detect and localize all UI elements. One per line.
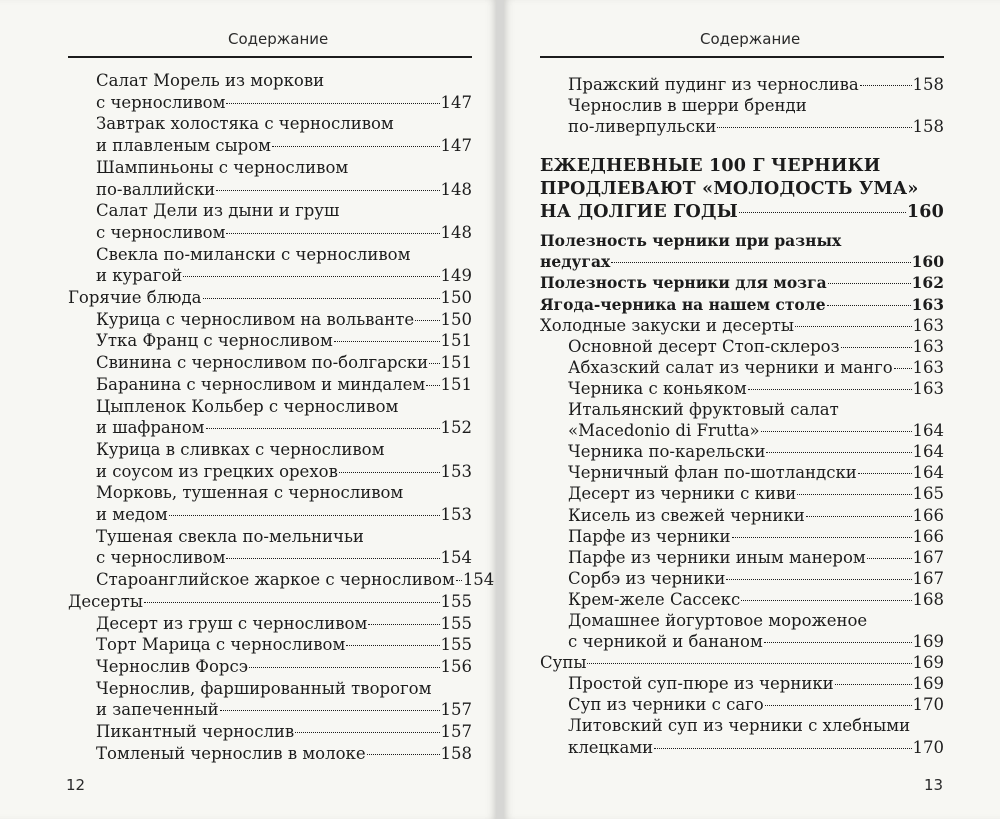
toc-entry-title: и плавленым сыром [96,136,272,156]
dot-leader [611,262,910,263]
toc-page-number: 151 [440,331,472,351]
toc-entry-row [96,569,495,591]
toc-entry [540,610,944,652]
toc-entry-title: Супы [540,653,587,673]
toc-entry [68,287,472,309]
dot-leader [426,385,439,386]
toc-page-number: 163 [912,357,944,377]
toc-entry [68,678,472,721]
toc-entry-title: с черносливом [96,222,226,242]
toc-entry-title: Курица с черносливом на вольванте [96,309,415,329]
toc-entry-title: «Macedonio di Frutta» [568,421,760,441]
toc-entry-row [96,743,472,765]
toc-entry [68,330,472,352]
toc-entry-title: с черносливом [96,92,226,112]
toc-entry-title-line: Цыпленок Кольбер с черносливом [96,396,399,416]
toc-entry-row [96,547,472,569]
toc-entry [540,272,944,293]
toc-entry-title: недугах [540,252,611,272]
toc-entry [540,441,944,462]
toc-entry-title: Утка Франц с черносливом [96,331,333,351]
toc-entry-row [540,251,944,272]
toc-page-number: 151 [440,374,472,394]
toc-entry-row [96,699,472,721]
dot-leader [858,473,912,474]
running-head-left: Содержание [228,30,329,48]
toc-entry [68,374,472,396]
toc-entry [68,656,472,678]
toc-entry [540,230,944,272]
toc-entry [68,439,472,482]
dot-leader [415,320,439,321]
page-number-left: 12 [66,776,86,794]
toc-entry-title: Черничный флан по-шотландски [568,463,857,483]
toc-entry-title: Сорбэ из черники [568,568,726,588]
toc-entry-title: Пикантный чернослив [96,722,295,742]
toc-entry-title: и запеченный [96,700,219,720]
toc-page-number: 160 [911,252,944,272]
toc-entry-row [568,462,944,483]
toc-page-number: 170 [912,695,944,715]
toc-entry-title: Холодные закуски и десерты [540,315,795,335]
toc-entry [68,396,472,439]
toc-entry [540,315,944,336]
toc-entry [68,634,472,656]
dot-leader [894,368,912,369]
toc-entry-row [568,74,944,95]
dot-leader [717,127,911,128]
toc-entry-title: Баранина с черносливом и миндалем [96,374,426,394]
dot-leader [841,347,912,348]
toc-page-number: 170 [912,737,944,757]
toc-entry [68,309,472,331]
toc-entry-row [68,591,472,613]
toc-entry-title-line: Тушеная свекла по-мельничьи [96,526,364,546]
dot-leader [339,472,440,473]
dot-leader [456,580,462,581]
toc-entry-row [96,634,472,656]
toc-page-number: 166 [912,505,944,525]
dot-leader [827,305,911,306]
header-rule-right [540,56,944,58]
toc-entry-title-line: Морковь, тушенная с черносливом [96,483,404,503]
toc-page-number: 154 [462,570,495,590]
toc-page-number: 153 [440,505,472,525]
toc-page-number: 164 [912,421,944,441]
toc-entry-title: Черника с коньяком [568,378,747,398]
toc-entry [540,74,944,95]
toc-entry-title: Ягода-черника на нашем столе [540,294,826,314]
toc-page-number: 164 [912,463,944,483]
toc-entry-title: Чернослив Форсэ [96,656,248,676]
toc-entry-title-line: Завтрак холостяка с черносливом [96,114,394,134]
toc-entry-row [96,179,472,201]
dot-leader [203,298,440,299]
page-number-right: 13 [924,776,944,794]
toc-entry-row [540,294,944,315]
toc-page-number: 151 [440,353,472,373]
toc-entry-title: Парфе из черники иным манером [568,547,866,567]
dot-leader [144,602,439,603]
toc-entry-title-line: Шампиньоны с черносливом [96,157,349,177]
toc-page-number: 147 [440,92,472,112]
toc-entry [540,652,944,673]
dot-leader [587,663,911,664]
toc-page-number: 164 [912,442,944,462]
toc-page-number: 162 [911,273,944,293]
toc-page-number: 165 [912,484,944,504]
toc-page-number: 158 [912,75,944,94]
toc-entry-title: и шафраном [96,418,205,438]
toc-page-number: 154 [440,548,472,568]
toc-entry-row [568,673,944,694]
toc-entry-title-line: Полезность черники при разных [540,231,842,251]
toc-entry [68,157,472,200]
toc-entry-row [568,631,944,652]
toc-entry-row [96,374,472,396]
toc-entry-title: и соусом из грецких орехов [96,461,338,481]
toc-entry-title: Десерт из черники с киви [568,484,797,504]
dot-leader [295,732,439,733]
toc-entry [68,613,472,635]
toc-entry-row [96,135,472,157]
dot-leader [766,452,911,453]
toc-entry-title: Пражский пудинг из чернослива [568,75,859,94]
dot-leader [226,103,439,104]
toc-entry-title: и медом [96,505,168,525]
toc-entry-title: с черникой и бананом [568,632,763,652]
toc-page-number: 150 [440,288,472,308]
toc-entry-row [540,201,944,224]
toc-entry-title-line: Салат Морель из моркови [96,71,325,90]
toc-list-right [540,74,944,758]
toc-entry-title: Свинина с черносливом по-болгарски [96,353,429,373]
toc-page-number: 155 [440,613,472,633]
toc-entry [540,378,944,399]
toc-page-number: 157 [440,722,472,742]
toc-entry-title: Суп из черники с саго [568,695,764,715]
toc-page-number: 168 [912,589,944,609]
toc-page-number: 148 [440,179,472,199]
toc-entry [540,336,944,357]
toc-entry [540,155,944,224]
toc-entry [540,505,944,526]
toc-page-number: 169 [912,653,944,673]
dot-leader [272,146,439,147]
toc-entry [540,294,944,315]
toc-entry-title: по-ливерпульски [568,117,717,137]
toc-entry-row [96,352,472,374]
toc-entry-title-line: Курица в сливках с черносливом [96,439,385,459]
toc-entry-row [96,461,472,483]
toc-entry-title: Парфе из черники [568,526,731,546]
toc-entry-title-line: ПРОДЛЕВАЮТ «МОЛОДОСТЬ УМА» [540,179,919,200]
toc-entry-row [96,309,472,331]
dot-leader [748,389,912,390]
toc-page-number: 153 [440,461,472,481]
toc-entry-row [568,441,944,462]
toc-entry [68,244,472,287]
toc-page-number: 169 [912,674,944,694]
toc-page-number: 163 [911,294,944,314]
toc-entry-row [568,694,944,715]
dot-leader [739,212,906,213]
toc-page-number: 156 [440,656,472,676]
toc-entry [68,526,472,569]
toc-entry-title: клецками [568,737,654,757]
toc-entry [68,743,472,765]
dot-leader [367,754,440,755]
dot-leader [654,748,911,749]
toc-entry [68,352,472,374]
toc-entry [68,482,472,525]
toc-entry-row [96,656,472,678]
dot-leader [226,233,439,234]
toc-entry-title-line: Чернослив, фаршированный творогом [96,678,432,698]
toc-page-number: 147 [440,136,472,156]
header-rule-left [68,56,472,58]
toc-entry-row [568,378,944,399]
toc-entry [68,113,472,156]
toc-entry [540,589,944,610]
toc-entry [540,399,944,441]
toc-entry-title: Полезность черники для мозга [540,273,827,293]
toc-entry-title: Крем-желе Сассекс [568,589,741,609]
toc-entry-row [540,272,944,293]
toc-entry-title: Десерты [68,591,144,611]
dot-leader [797,494,911,495]
toc-entry-row [540,315,944,336]
toc-entry-row [568,505,944,526]
dot-leader [867,558,912,559]
toc-entry-row [540,652,944,673]
toc-entry-row [568,483,944,504]
toc-entry [68,721,472,743]
toc-page-number: 163 [912,378,944,398]
dot-leader [226,558,439,559]
toc-entry-title: Томленый чернослив в молоке [96,743,366,763]
dot-leader [183,276,439,277]
dot-leader [828,283,911,284]
dot-leader [795,326,911,327]
toc-entry-title: по-валлийски [96,179,216,199]
running-head-right: Содержание [700,30,801,48]
toc-entry-title: Торт Марица с черносливом [96,635,346,655]
dot-leader [860,85,912,86]
toc-entry-row [96,721,472,743]
toc-entry-row [568,568,944,589]
dot-leader [429,363,439,364]
toc-entry-row [96,265,472,287]
dot-leader [765,705,912,706]
toc-entry [540,694,944,715]
toc-entry-title: НА ДОЛГИЕ ГОДЫ [540,202,738,223]
dot-leader [835,684,912,685]
toc-page-number: 160 [906,202,944,223]
toc-page-number: 169 [912,632,944,652]
dot-leader [761,431,912,432]
dot-leader [346,645,439,646]
toc-entry-title-line: Итальянский фруктовый салат [568,400,839,420]
toc-page-number: 150 [440,309,472,329]
dot-leader [169,515,440,516]
toc-entry-row [96,613,472,635]
toc-entry-title: Кисель из свежей черники [568,505,805,525]
toc-page-number: 155 [440,591,472,611]
toc-entry-row [568,589,944,610]
toc-page-number: 158 [912,117,944,137]
dot-leader [334,341,440,342]
toc-entry-row [568,336,944,357]
toc-entry-title: Основной десерт Стоп-склероз [568,336,840,356]
toc-entry-title-line: ЕЖЕДНЕВНЫЕ 100 Г ЧЕРНИКИ [540,156,881,177]
toc-entry [540,547,944,568]
toc-list-left [68,70,495,765]
toc-entry [540,568,944,589]
toc-entry-title-line: Чернослив в шерри бренди [568,96,807,116]
dot-leader [249,667,440,668]
toc-entry-title-line: Свекла по-милански с черносливом [96,244,411,264]
dot-leader [206,428,440,429]
toc-entry-title: Десерт из груш с черносливом [96,613,368,633]
toc-entry-row [68,287,472,309]
toc-page-number: 167 [912,568,944,588]
toc-page-number: 152 [440,418,472,438]
toc-page-number: 148 [440,222,472,242]
toc-entry-title-line: Салат Дели из дыни и груш [96,201,340,221]
toc-entry-title: Абхазский салат из черники и манго [568,357,893,377]
toc-entry-title-line: Литовский суп из черники с хлебными [568,716,911,736]
left-page [0,0,496,819]
toc-entry-title: Простой суп-пюре из черники [568,674,834,694]
toc-entry-row [568,420,944,441]
toc-entry-row [568,526,944,547]
toc-page-number: 167 [912,547,944,567]
toc-page-number: 155 [440,635,472,655]
dot-leader [732,537,912,538]
dot-leader [368,624,439,625]
toc-entry-row [568,547,944,568]
dot-leader [726,579,911,580]
toc-entry-title: и курагой [96,266,183,286]
toc-entry [540,483,944,504]
toc-entry [68,591,472,613]
toc-entry-row [96,222,472,244]
toc-page-number: 158 [440,743,472,763]
toc-entry-row [568,737,944,758]
toc-page-number: 166 [912,526,944,546]
dot-leader [216,190,439,191]
dot-leader [764,642,912,643]
dot-leader [220,710,440,711]
toc-entry [68,70,472,113]
toc-entry-row [96,92,472,114]
toc-entry [68,569,495,591]
toc-entry [540,715,944,757]
toc-entry-row [568,357,944,378]
toc-entry [540,526,944,547]
toc-entry [540,95,944,137]
toc-entry-row [96,417,472,439]
toc-entry [540,673,944,694]
toc-entry-title: Горячие блюда [68,288,202,308]
toc-page-number: 149 [440,266,472,286]
toc-entry-row [96,504,472,526]
toc-entry-title: Староанглийское жаркое с черносливом [96,570,455,590]
right-page [504,0,1000,819]
dot-leader [806,516,912,517]
toc-page-number: 157 [440,700,472,720]
toc-entry-row [568,116,944,137]
dot-leader [741,600,911,601]
toc-entry-title-line: Домашнее йогуртовое мороженое [568,610,868,630]
toc-entry-title: с черносливом [96,548,226,568]
toc-page-number: 163 [912,336,944,356]
toc-entry [540,357,944,378]
toc-entry-title: Черника по-карельски [568,442,766,462]
toc-entry-row [96,330,472,352]
toc-page-number: 163 [912,315,944,335]
toc-entry [68,200,472,243]
toc-entry [540,462,944,483]
